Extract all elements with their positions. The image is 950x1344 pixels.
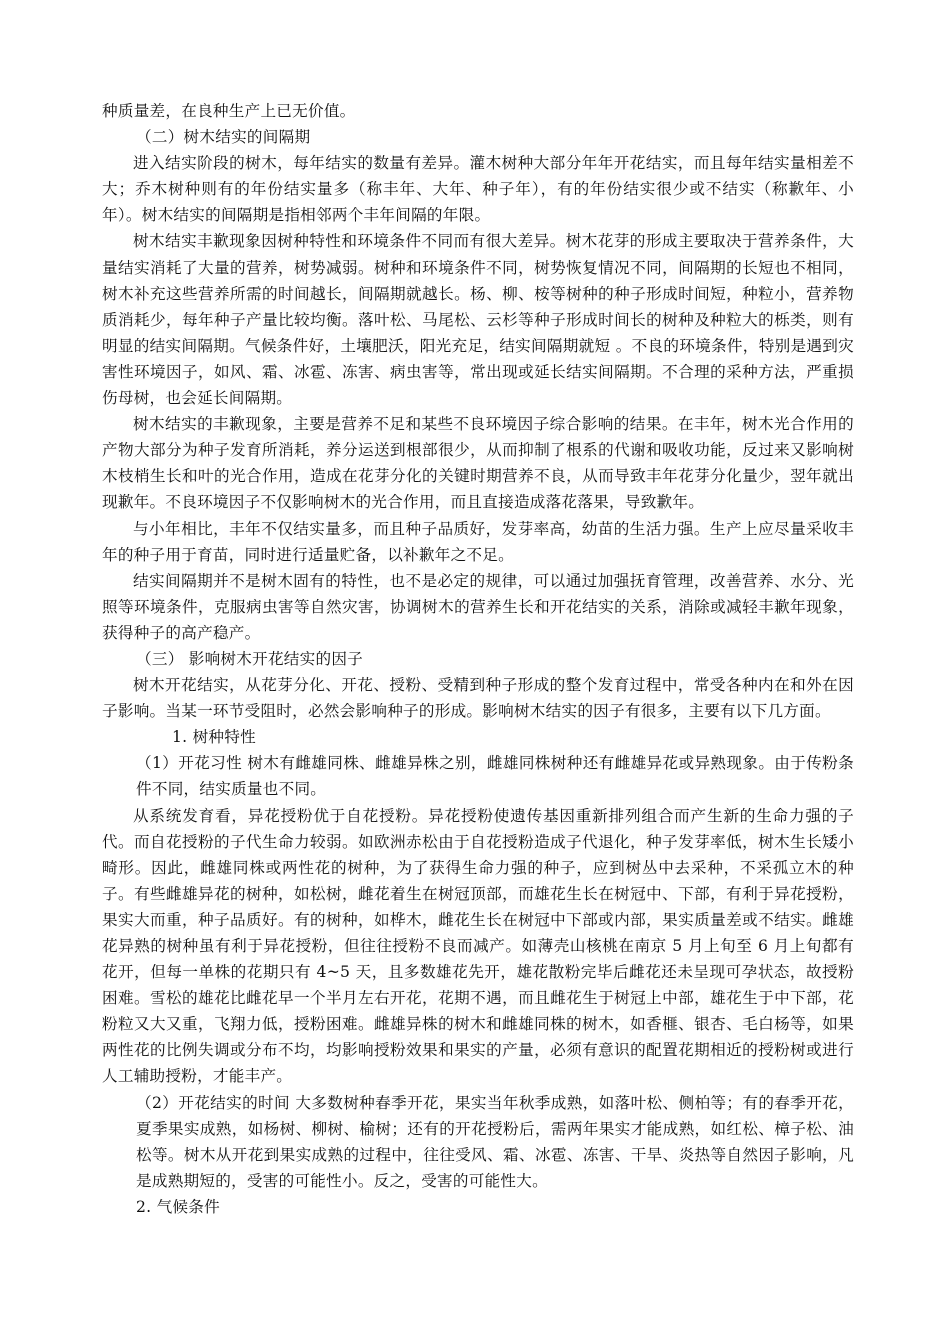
- subheading-species-traits: 1. 树种特性: [172, 728, 256, 747]
- paragraph-nutrition-factors: 树木结实的丰歉现象，主要是营养不足和某些不良环境因子综合影响的结果。在丰年，树木光合作用的产物大部分为种子发育所消耗，养分运送到根部很少，从而抑制了根系的代谢和吸收功能，反过来又影响树木枝梢生长和叶的光合作用，造成在花芽分化的关键时期营养不良，从而导致丰年花芽分化量少，翌年就出现歉年。不良环境因子不仅影响树木的光合作用，而且直接造成落花落果，导致歉年。: [102, 415, 854, 512]
- paragraph-flowering-habit: （1）开花习性 树木有雌雄同株、雌雄异株之别，雌雄同株树种还有雌雄异花或异熟现象。由于传粉条件不同，结实质量也不同。: [136, 754, 854, 799]
- paragraph-factors-intro: 树木开花结实，从花芽分化、开花、授粉、受精到种子形成的整个发育过程中，常受各种内在和外在因子影响。当某一环节受阻时，必然会影响种子的形成。影响树木结实的因子有很多，主要有以下几方面。: [102, 676, 854, 721]
- section-heading-interval-period: （二）树木结实的间隔期: [136, 128, 311, 147]
- document-page: [102, 98, 854, 1220]
- paragraph-flowering-time: （2）开花结实的时间 大多数树种春季开花，果实当年秋季成熟，如落叶松、侧柏等；有的春季开花，夏季果实成熟，如杨树、柳树、榆树；还有的开花授粉后，需两年果实才能成熟，如红松、樟子松、油松等。树木从开花到果实成熟的过程中，往往受风、霜、冰雹、冻害、干旱、炎热等自然因子影响，凡是成熟期短的，受害的可能性小。反之，受害的可能性大。: [136, 1093, 854, 1190]
- subheading-climate-conditions: 2. 气候条件: [136, 1197, 220, 1216]
- paragraph-fruiting-variation: 进入结实阶段的树木，每年结实的数量有差异。灌木树种大部分年年开花结实，而且每年结实量相差不大；乔木树种则有的年份结实量多（称丰年、大年、种子年），有的年份结实很少或不结实（称歉年、小年）。树木结实的间隔期是指相邻两个丰年间隔的年限。: [102, 154, 854, 225]
- paragraph-management: 结实间隔期并不是树木固有的特性，也不是必定的规律，可以通过加强抚育管理，改善营养、水分、光照等环境条件，克服病虫害等自然灾害，协调树木的营养生长和开花结实的关系，消除或减轻丰歉年现象，获得种子的高产稳产。: [102, 571, 854, 642]
- section-heading-factors: （三） 影响树木开花结实的因子: [136, 649, 364, 668]
- paragraph-good-years: 与小年相比，丰年不仅结实量多，而且种子品质好，发芽率高，幼苗的生活力强。生产上应尽量采收丰年的种子用于育苗，同时进行适量贮备，以补歉年之不足。: [102, 519, 854, 564]
- paragraph-interval-causes: 树木结实丰歉现象因树种特性和环境条件不同而有很大差异。树木花芽的形成主要取决于营养条件，大量结实消耗了大量的营养，树势减弱。树种和环境条件不同，树势恢复情况不同，间隔期的长短也不相同，树木补充这些营养所需的时间越长，间隔期就越长。杨、柳、桉等树种的种子形成时间短，种粒小，营养物质消耗少，每年种子产量比较均衡。落叶松、马尾松、云杉等种子形成时间长的树种及种粒大的栎类，则有明显的结实间隔期。气候条件好，土壤肥沃，阳光充足，结实间隔期就短 。不良的环境条件，特别是遇到灾害性环境因子，如风、霜、冰雹、冻害、病虫害等，常出现或延长结实间隔期。不合理的采种方法，严重损伤母树，也会延长间隔期。: [102, 232, 854, 408]
- paragraph-pollination: 从系统发育看，异花授粉优于自花授粉。异花授粉使遗传基因重新排列组合而产生新的生命力强的子代。而自花授粉的子代生命力较弱。如欧洲赤松由于自花授粉造成子代退化，种子发芽率低，树木生长矮小畸形。因此，雌雄同株或两性花的树种，为了获得生命力强的种子，应到树丛中去采种，不采孤立木的种子。有些雌雄异花的树种，如松树，雌花着生在树冠顶部，而雄花生长在树冠中、下部，有利于异花授粉，果实大而重，种子品质好。有的树种，如桦木，雌花生长在树冠中下部或内部，果实质量差或不结实。雌雄花异熟的树种虽有利于异花授粉，但往往授粉不良而减产。如薄壳山核桃在南京 5 月上旬至 6 月上旬都有花开，但每一单株的花期只有 4~5 天，且多数雄花先开，雄花散粉完毕后雌花还未呈现可孕状态，故授粉困难。雪松的雄花比雌花早一个半月左右开花，花期不遇，而且雌花生于树冠上中部，雄花生于中下部，花粉粒又大又重，飞翔力低，授粉困难。雌雄异株的树木和雌雄同株的树木，如香榧、银杏、毛白杨等，如果两性花的比例失调或分布不均，均影响授粉效果和果实的产量，必须有意识的配置花期相近的授粉树或进行人工辅助授粉，才能丰产。: [102, 806, 854, 1086]
- paragraph-continuation: 种质量差，在良种生产上已无价值。: [102, 102, 356, 120]
